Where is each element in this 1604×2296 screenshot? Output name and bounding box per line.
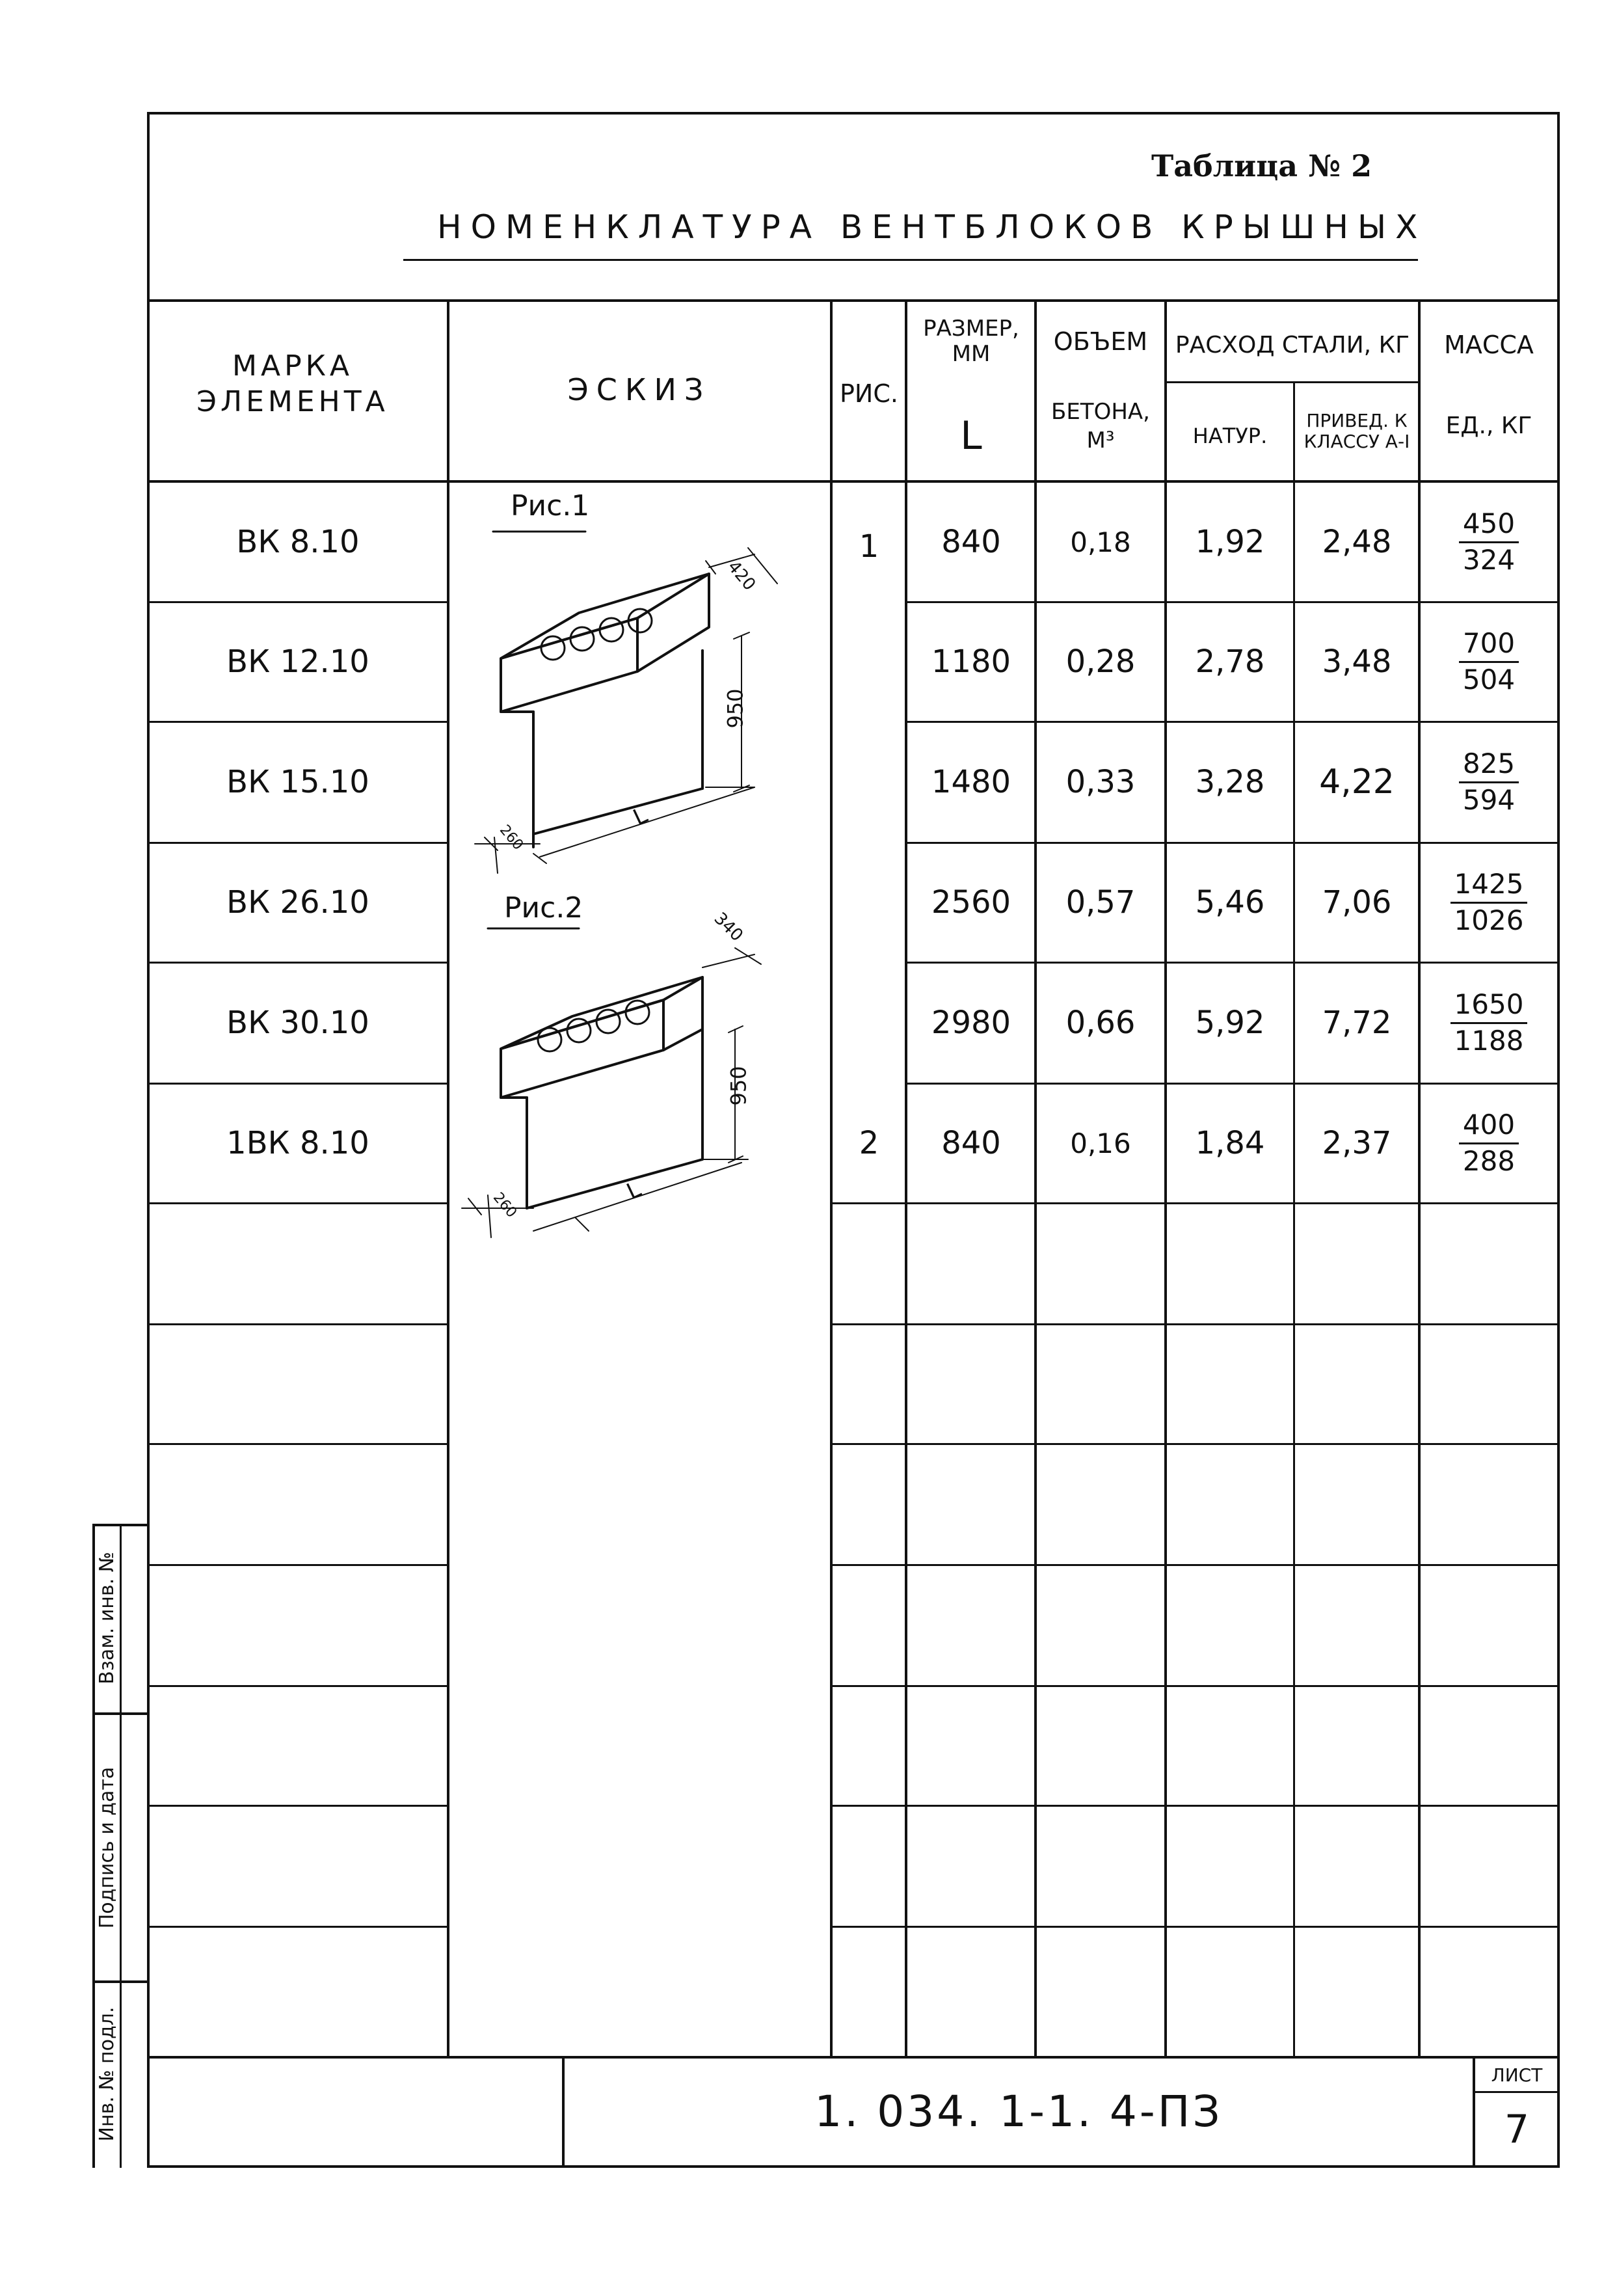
cell-priv: 3,48 (1322, 643, 1392, 680)
fig1-dim-depth: 260 (496, 822, 527, 854)
cell-L: 2560 (931, 884, 1011, 921)
row-line (831, 1564, 1558, 1566)
row-line (148, 1443, 448, 1445)
fig1-dim-width: 420 (723, 557, 760, 595)
massa-top: 450 (1459, 509, 1519, 543)
stamp-inv: Инв. № подл. (95, 2006, 118, 2142)
frame-right (1557, 112, 1560, 2168)
cell-ris: 2 (859, 1125, 879, 1161)
cell-natur: 1,92 (1195, 524, 1265, 560)
cell-priv: 4,22 (1319, 763, 1395, 802)
cell-natur: 2,78 (1195, 643, 1265, 680)
massa-bottom: 288 (1462, 1144, 1516, 1177)
document-code: 1. 034. 1-1. 4-ПЗ (814, 2086, 1223, 2137)
fig2-dim-length: L (622, 1176, 645, 1206)
title-underline (403, 259, 1418, 261)
cell-L: 840 (941, 524, 1001, 560)
table-label: Таблица № 2 (1151, 148, 1372, 183)
massa-top: 700 (1459, 629, 1519, 662)
cell-massa (1421, 602, 1557, 721)
cell-massa (1421, 483, 1557, 601)
cell-massa (1421, 843, 1557, 962)
figure-2-label: Рис.2 (504, 891, 583, 925)
row-line (148, 1926, 448, 1928)
massa-top: 400 (1459, 1111, 1519, 1144)
cell-ris: 1 (859, 528, 879, 565)
cell-beton: 0,33 (1065, 764, 1136, 800)
cell-priv: 7,06 (1322, 884, 1392, 921)
cell-marka: ВК 26.10 (226, 884, 369, 921)
footer-sheet-line (1473, 2091, 1558, 2093)
cell-marka: ВК 15.10 (226, 764, 369, 800)
cell-marka: ВК 12.10 (226, 643, 369, 680)
figure-1-label: Рис.1 (511, 489, 590, 522)
row-line (831, 1323, 1558, 1325)
massa-top: 1650 (1450, 990, 1528, 1023)
cell-priv: 2,37 (1322, 1125, 1392, 1161)
cell-L: 1480 (931, 764, 1011, 800)
cell-marka: ВК 30.10 (226, 1005, 369, 1041)
cell-beton: 0,57 (1065, 884, 1136, 921)
cell-L: 1180 (931, 643, 1011, 680)
row-line (148, 1685, 448, 1687)
row-line (148, 1202, 448, 1204)
sheet-number: 7 (1504, 2107, 1530, 2152)
cell-beton: 0,66 (1065, 1005, 1136, 1041)
cell-beton: 0,18 (1070, 526, 1131, 558)
footer-top-line (148, 2056, 1558, 2059)
header-massa: МАССА (1444, 331, 1534, 359)
massa-top: 825 (1459, 750, 1519, 783)
sketch-figures (449, 483, 830, 1263)
page-title: НОМЕНКЛАТУРА ВЕНТБЛОКОВ КРЫШНЫХ (437, 208, 1427, 246)
cell-natur: 5,46 (1195, 884, 1265, 921)
fig2-dim-height: 950 (726, 1066, 751, 1106)
fig2-dim-width: 340 (710, 908, 747, 946)
row-line (831, 1685, 1558, 1687)
cell-L: 2980 (931, 1005, 1011, 1041)
figure-2-drawing (462, 928, 761, 1237)
sheet-label: ЛИСТ (1491, 2064, 1543, 2086)
row-line (831, 1926, 1558, 1928)
header-eskiz: ЭСКИЗ (567, 372, 712, 408)
cell-marka: 1ВК 8.10 (226, 1125, 369, 1161)
cell-beton: 0,16 (1070, 1127, 1131, 1159)
header-massa-unit: ЕД., КГ (1445, 412, 1532, 439)
header-ris: РИС. (840, 379, 898, 408)
cell-massa (1421, 1084, 1557, 1202)
header-natur: НАТУР. (1192, 424, 1268, 448)
row-line (148, 1323, 448, 1325)
cell-massa (1421, 722, 1557, 842)
header-priv: ПРИВЕД. К КЛАССУ А-I (1303, 409, 1410, 452)
row-line (831, 1443, 1558, 1445)
row-line (148, 1564, 448, 1566)
massa-bottom: 504 (1462, 663, 1516, 696)
cell-natur: 1,84 (1195, 1125, 1265, 1161)
stamp-inner-left (120, 1524, 122, 2168)
subheader-line (1166, 381, 1419, 383)
cell-L: 840 (941, 1125, 1001, 1161)
row-line (148, 1805, 448, 1807)
fig1-dim-length: L (629, 802, 652, 831)
cell-beton: 0,28 (1065, 643, 1136, 680)
header-marka: МАРКА ЭЛЕМЕНТА (196, 349, 389, 418)
header-L: L (960, 413, 982, 459)
cell-natur: 3,28 (1195, 764, 1265, 800)
header-rashod: РАСХОД СТАЛИ, КГ (1175, 331, 1410, 358)
massa-bottom: 1188 (1454, 1024, 1524, 1057)
header-razmer: РАЗМЕР, ММ (923, 315, 1019, 367)
row-line (831, 1805, 1558, 1807)
cell-priv: 2,48 (1322, 524, 1392, 560)
cell-priv: 7,72 (1322, 1005, 1392, 1041)
stamp-vzam: Взам. инв. № (95, 1552, 118, 1684)
fig1-dim-height: 950 (723, 688, 748, 729)
massa-top: 1425 (1450, 870, 1528, 903)
massa-bottom: 594 (1462, 783, 1516, 816)
fig2-dim-depth: 260 (489, 1189, 520, 1221)
frame-bottom (147, 2165, 1560, 2168)
table-top-line (148, 299, 1558, 302)
header-obem: ОБЪЕМ (1053, 327, 1148, 356)
row-line (831, 1202, 1558, 1204)
cell-massa (1421, 963, 1557, 1083)
frame-top (148, 112, 1558, 115)
massa-bottom: 1026 (1454, 904, 1524, 936)
stamp-podpis: Подпись и дата (95, 1766, 118, 1929)
cell-marka: ВК 8.10 (236, 524, 360, 560)
cell-natur: 5,92 (1195, 1005, 1265, 1041)
header-betona: БЕТОНА, М³ (1051, 398, 1150, 453)
massa-bottom: 324 (1462, 543, 1516, 576)
